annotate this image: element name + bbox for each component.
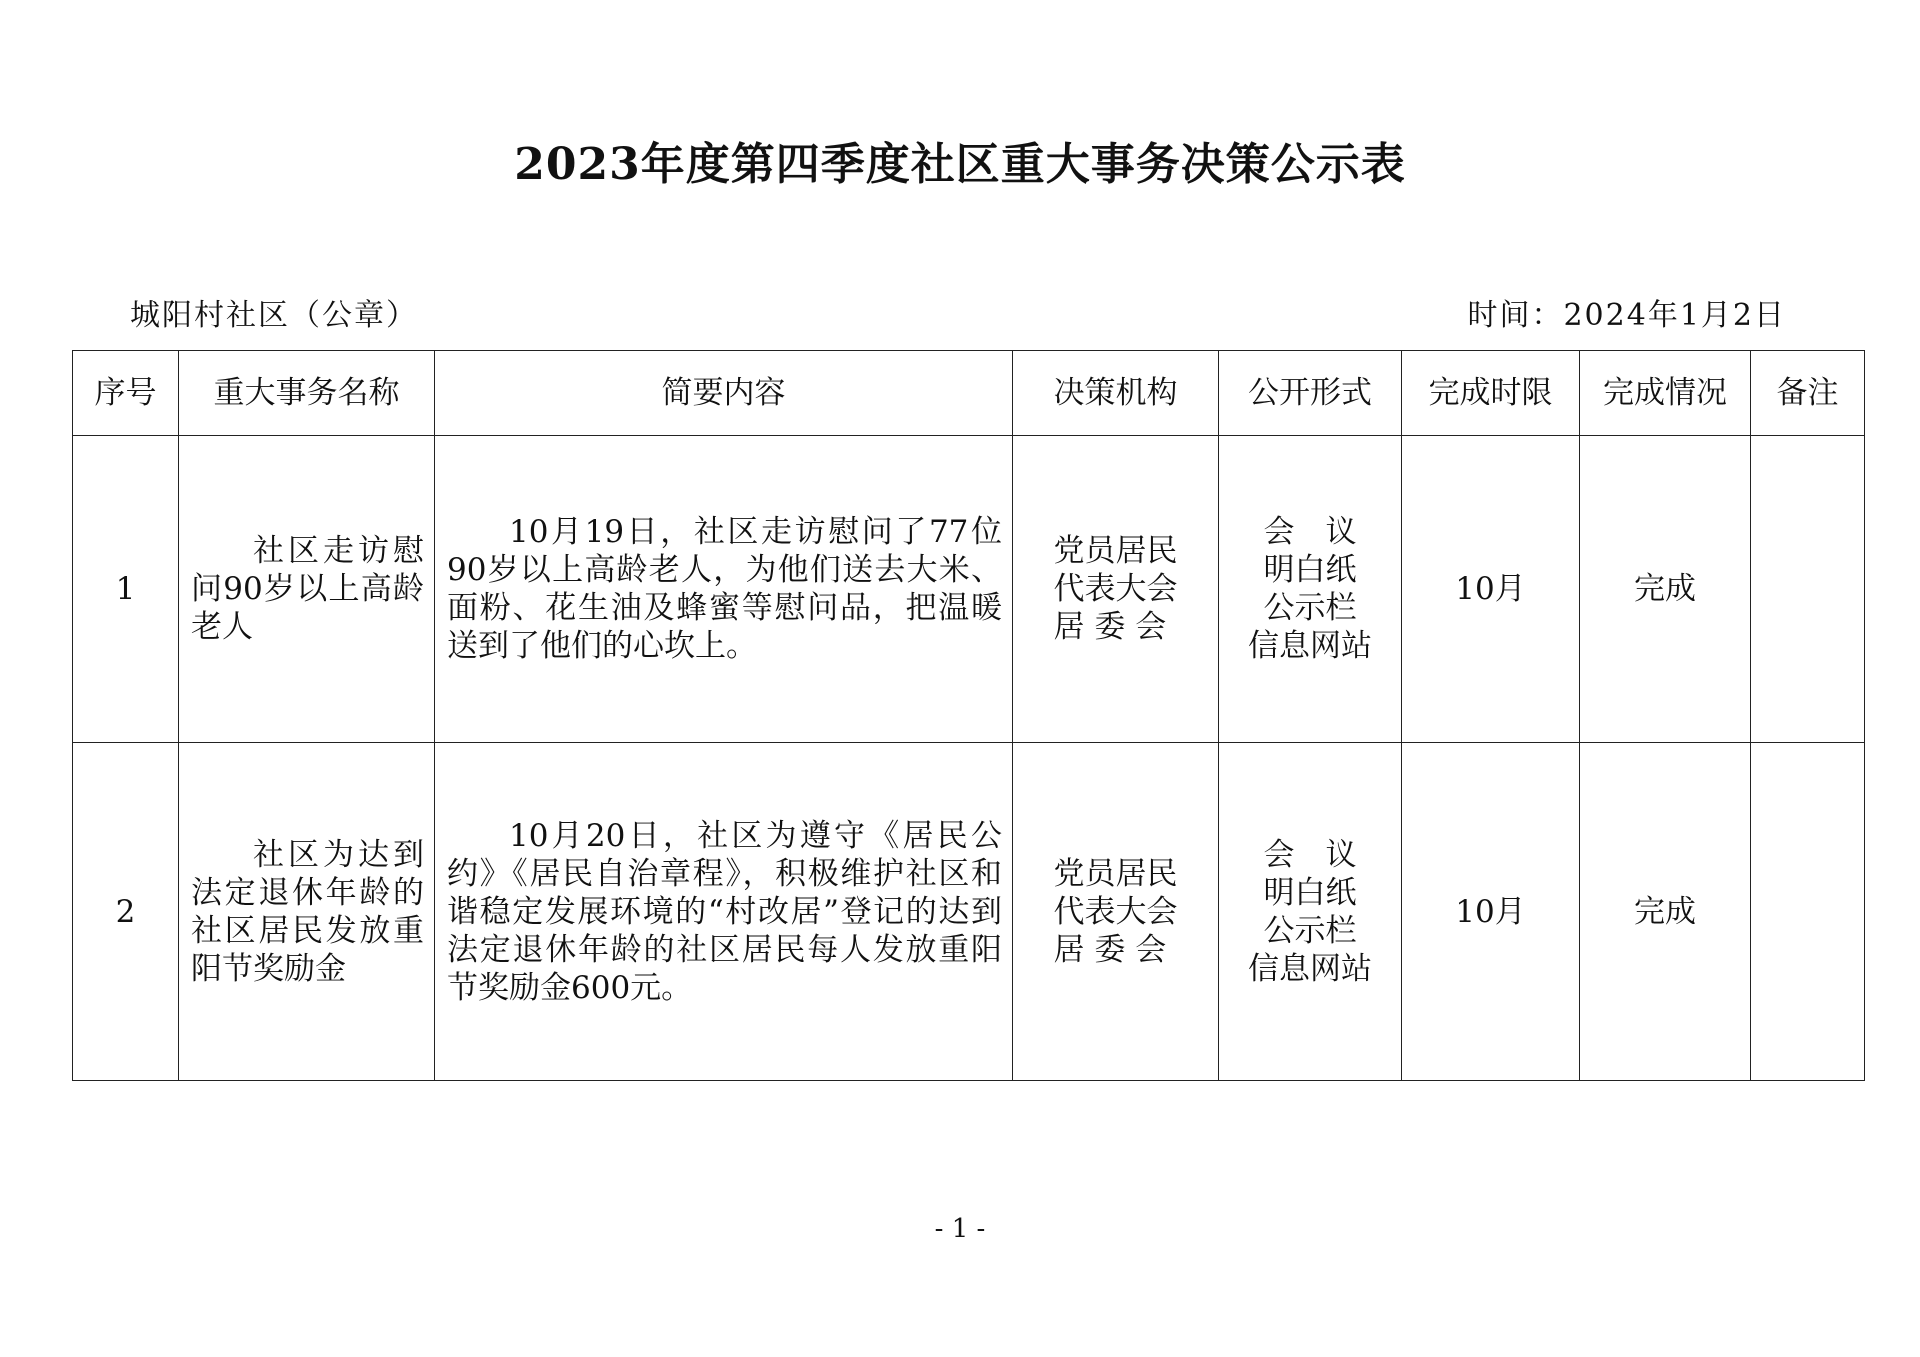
decision-body-line: 居 委 会 (1053, 609, 1167, 645)
decision-body (1013, 743, 1219, 1081)
disclosure-form-line: 明白纸 (1263, 874, 1357, 911)
decision-body (1013, 436, 1219, 743)
disclosure-form-line: 信息网站 (1248, 628, 1372, 664)
row-number: 1 (73, 436, 179, 743)
decision-body-line: 代表大会 (1053, 893, 1178, 930)
header-cell: 简要内容 (435, 351, 1013, 436)
header-cell: 决策机构 (1013, 351, 1219, 436)
table-row (73, 743, 1865, 1081)
decision-body-lines (1054, 855, 1178, 969)
remark (1751, 436, 1865, 743)
publish-date: 时间：2024年1月2日 (1467, 298, 1786, 333)
header-cell: 完成时限 (1402, 351, 1580, 436)
header-cell: 备注 (1751, 351, 1865, 436)
deadline: 10月 (1402, 436, 1580, 743)
disclosure-form-line: 公示栏 (1263, 912, 1357, 949)
disclosure-form-line: 信息网站 (1248, 950, 1372, 987)
decision-body-line: 党员居民 (1053, 533, 1178, 569)
decision-table (72, 350, 1865, 1081)
header-cell: 完成情况 (1580, 351, 1751, 436)
matter-content-text: 10月20日，社区为遵守《居民公约》《居民自治章程》，积极维护社区和谐稳定发展环境的“村改居”登记的达到法定退休年龄的社区居民每人发放重阳节奖励金600元。 (447, 817, 1002, 1006)
deadline: 10月 (1402, 743, 1580, 1081)
document-title: 2023年度第四季度社区重大事务决策公示表 (514, 139, 1406, 190)
remark (1751, 743, 1865, 1081)
decision-body-line: 代表大会 (1053, 571, 1178, 607)
matter-content-text: 10月19日，社区走访慰问了77位90岁以上高龄老人，为他们送去大米、面粉、花生油及蜂蜜等慰问品，把温暖送到了他们的心坎上。 (447, 514, 1002, 664)
header-cell: 公开形式 (1219, 351, 1402, 436)
disclosure-form-line: 明白纸 (1263, 552, 1357, 588)
page-number: - 1 - (934, 1214, 986, 1244)
row-number: 2 (73, 743, 179, 1081)
decision-body-line: 党员居民 (1053, 855, 1178, 892)
header-cell: 序号 (73, 351, 179, 436)
completion-status: 完成 (1580, 743, 1751, 1081)
matter-name (179, 436, 435, 743)
table-row (73, 436, 1865, 743)
community-seal-label: 城阳村社区（公章） (130, 298, 418, 333)
disclosure-form-line: 公示栏 (1263, 590, 1357, 626)
completion-status: 完成 (1580, 436, 1751, 743)
header-cell: 重大事务名称 (179, 351, 435, 436)
disclosure-form-line: 会 议 (1263, 514, 1357, 550)
matter-name-text: 社区走访慰问90岁以上高龄老人 (191, 533, 424, 645)
matter-name-text: 社区为达到法定退休年龄的社区居民发放重阳节奖励金 (191, 836, 424, 987)
decision-body-line: 居 委 会 (1053, 931, 1167, 968)
disclosure-form (1219, 743, 1402, 1081)
disclosure-form (1219, 436, 1402, 743)
matter-content (435, 743, 1013, 1081)
table-header-row (73, 351, 1865, 436)
matter-content (435, 436, 1013, 743)
decision-body-lines (1054, 532, 1178, 646)
matter-name (179, 743, 435, 1081)
disclosure-form-line: 会 议 (1263, 836, 1357, 873)
